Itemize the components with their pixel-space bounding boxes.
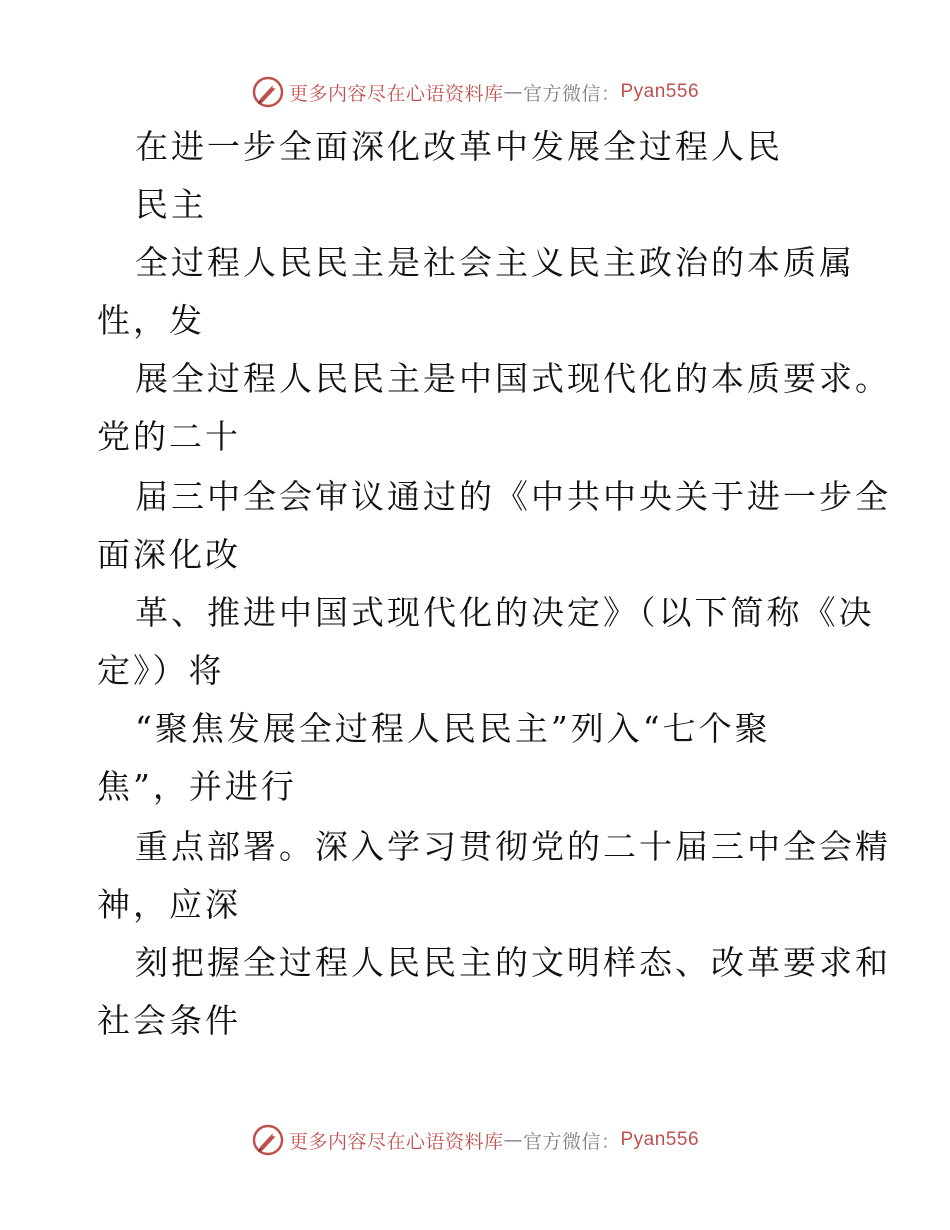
document-title-line-1: 在进一步全面深化改革中发展全过程人民 [135,127,783,166]
paragraph-line: 焦”，并进行 [97,767,297,806]
pen-logo-icon [251,75,285,109]
paragraph-line: 革、推进中国式现代化的决定》（以下简称《决 [135,593,875,632]
paragraph-line: 社会条件 [97,1001,241,1040]
footer-watermark [0,1120,950,1160]
paragraph-line: 重点部署。深入学习贯彻党的二十届三中全会精 [135,827,891,866]
paragraph-line: 刻把握全过程人民民主的文明样态、改革要求和 [135,943,891,982]
paragraph-line: 党的二十 [97,417,241,456]
paragraph-line: “聚焦发展全过程人民民主”列入“七个聚 [135,709,771,748]
paragraph-line: 展全过程人民民主是中国式现代化的本质要求。 [135,359,891,398]
paragraph-line: 定》）将 [97,651,225,690]
watermark-official-label: 官方微信： [522,1130,621,1153]
document-title-line-2: 民主 [135,185,207,224]
watermark-wechat-id: Pyan556 [620,1129,700,1150]
paragraph-line: 全过程人民民主是社会主义民主政治的本质属 [135,243,855,282]
watermark-wechat-id: Pyan556 [620,81,700,102]
watermark-official-label: 官方微信： [522,82,621,105]
pen-logo-icon [251,1123,285,1157]
watermark-brand: 更多内容尽在心语资料库 [288,82,504,105]
paragraph-line: 性，发 [97,301,205,340]
watermark-brand: 更多内容尽在心语资料库 [288,1130,504,1153]
paragraph-line: 神，应深 [97,885,241,924]
header-watermark [0,72,950,112]
watermark-dash: — [503,81,523,103]
paragraph-line: 届三中全会审议通过的《中共中央关于进一步全 [135,477,891,516]
paragraph-line: 面深化改 [97,535,241,574]
watermark-dash: — [503,1129,523,1151]
